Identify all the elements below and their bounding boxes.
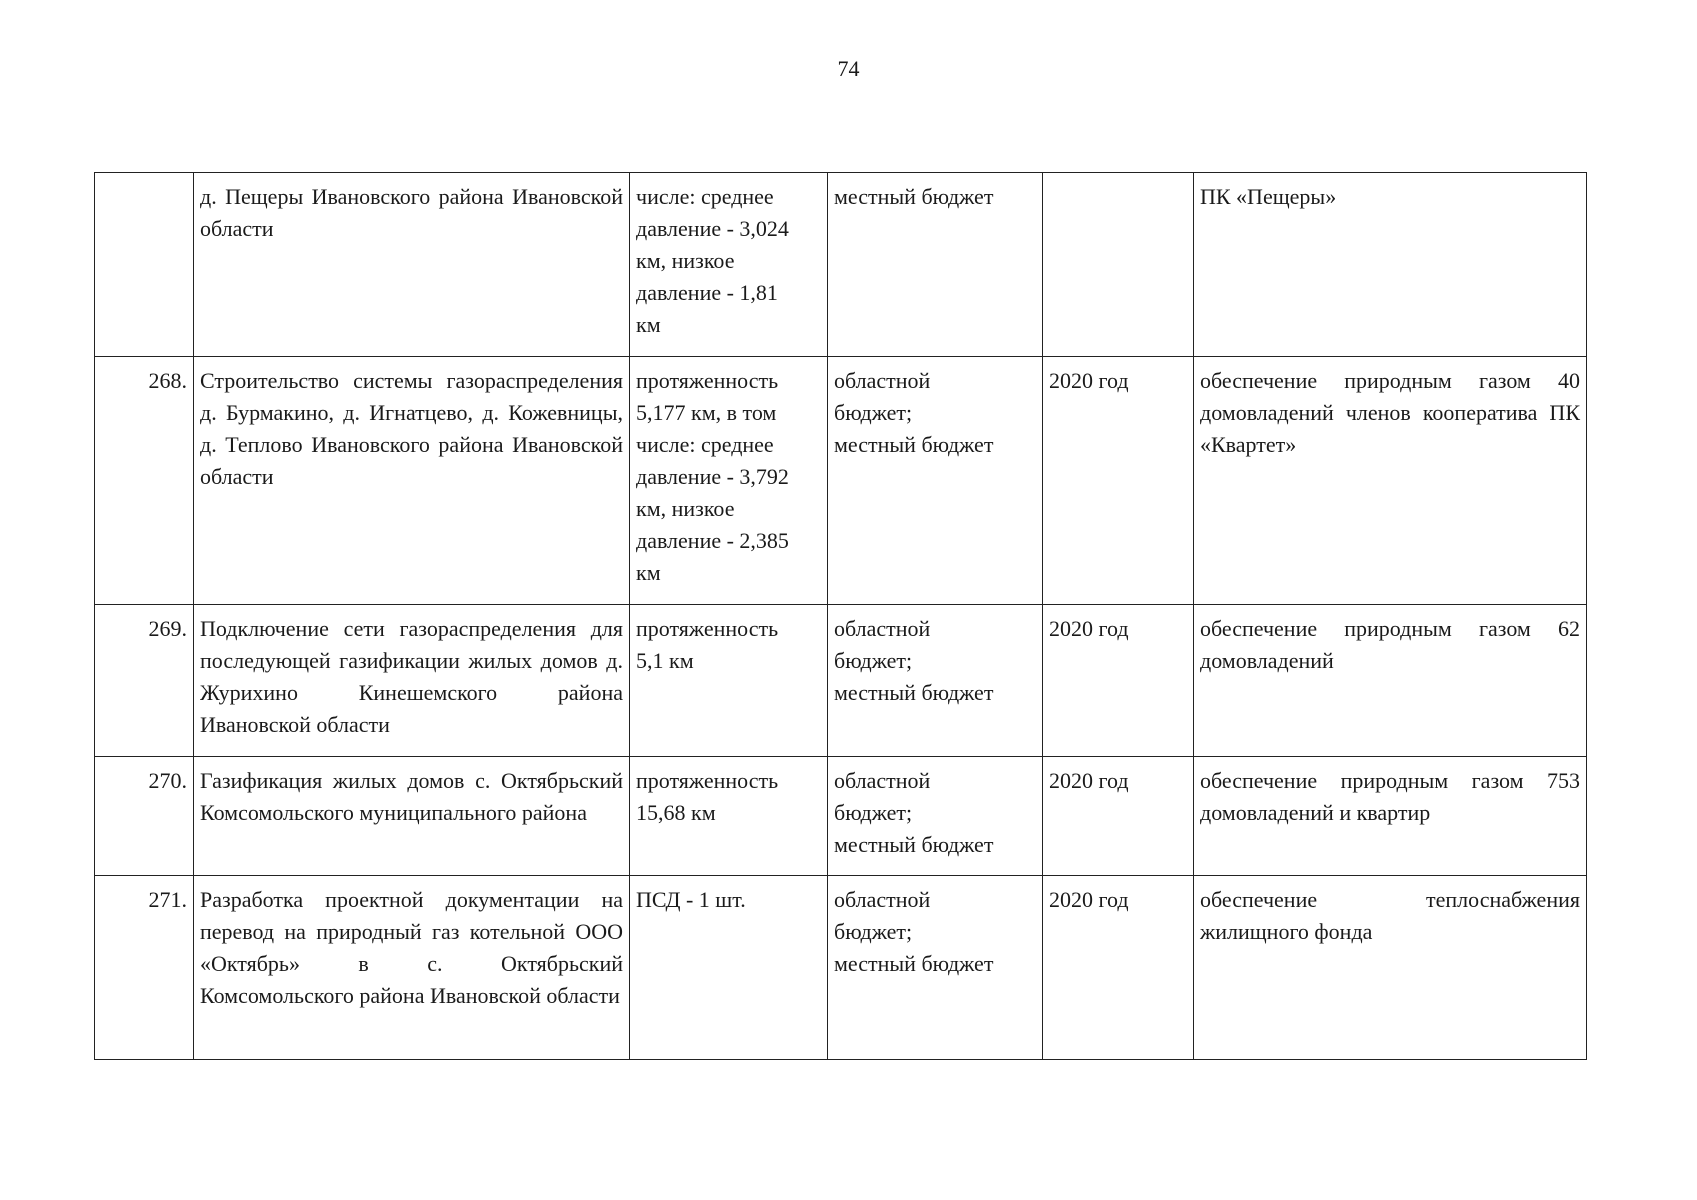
source-line: областной	[834, 768, 931, 793]
row-number: 268.	[95, 357, 194, 605]
row-number: 270.	[95, 757, 194, 876]
expected-result: обеспечение теплоснабжения жилищного фонда	[1194, 876, 1587, 1060]
scope-line: протяженность	[636, 368, 779, 393]
table-row	[95, 605, 1587, 757]
scope-line: 15,68 км	[636, 800, 716, 825]
scope-line: 5,1 км	[636, 648, 694, 673]
row-number: 269.	[95, 605, 194, 757]
scope-line: км, низкое	[636, 496, 735, 521]
scope-line: давление - 3,024	[636, 216, 789, 241]
source-line: бюджет;	[834, 648, 913, 673]
scope-line: давление - 1,81	[636, 280, 778, 305]
measure-name: д. Пещеры Ивановского района Ивановской области	[194, 173, 630, 357]
implementation-year: 2020 год	[1043, 357, 1194, 605]
page-number: 74	[837, 56, 860, 81]
funding-source	[828, 605, 1043, 757]
measure-scope	[630, 605, 828, 757]
expected-result: ПК «Пещеры»	[1194, 173, 1587, 357]
measure-scope	[630, 357, 828, 605]
scope-line: давление - 3,792	[636, 464, 789, 489]
row-number	[95, 173, 194, 357]
scope-line: 5,177 км, в том	[636, 400, 777, 425]
scope-line: протяженность	[636, 616, 779, 641]
scope-line: протяженность	[636, 768, 779, 793]
scope-line: км	[636, 560, 661, 585]
source-line: местный бюджет	[834, 184, 994, 209]
measure-name: Разработка проектной документации на перевод на природный газ котельной ООО «Октябрь» в с. Октябрьский Комсомольского района Ивановской области	[194, 876, 630, 1060]
scope-line: ПСД - 1 шт.	[636, 887, 746, 912]
measures-table	[94, 172, 1587, 1060]
table-row	[95, 757, 1587, 876]
scope-line: км, низкое	[636, 248, 735, 273]
expected-result: обеспечение природным газом 753 домовладений и квартир	[1194, 757, 1587, 876]
source-line: местный бюджет	[834, 432, 994, 457]
expected-result: обеспечение природным газом 62 домовладений	[1194, 605, 1587, 757]
funding-source	[828, 757, 1043, 876]
source-line: бюджет;	[834, 400, 913, 425]
source-line: бюджет;	[834, 919, 913, 944]
source-line: местный бюджет	[834, 951, 994, 976]
row-number: 271.	[95, 876, 194, 1060]
funding-source	[828, 357, 1043, 605]
implementation-year: 2020 год	[1043, 757, 1194, 876]
source-line: местный бюджет	[834, 680, 994, 705]
source-line: областной	[834, 887, 931, 912]
measure-scope	[630, 757, 828, 876]
funding-source	[828, 876, 1043, 1060]
scope-line: давление - 2,385	[636, 528, 789, 553]
table-row	[95, 173, 1587, 357]
measure-scope	[630, 173, 828, 357]
funding-source	[828, 173, 1043, 357]
implementation-year	[1043, 173, 1194, 357]
implementation-year: 2020 год	[1043, 876, 1194, 1060]
expected-result: обеспечение природным газом 40 домовладений членов кооператива ПК «Квартет»	[1194, 357, 1587, 605]
measure-name: Подключение сети газораспределения для последующей газификации жилых домов д. Журихино Кинешемского района Ивановской области	[194, 605, 630, 757]
implementation-year: 2020 год	[1043, 605, 1194, 757]
source-line: областной	[834, 616, 931, 641]
measure-scope	[630, 876, 828, 1060]
scope-line: числе: среднее	[636, 432, 774, 457]
scope-line: числе: среднее	[636, 184, 774, 209]
source-line: областной	[834, 368, 931, 393]
measure-name: Газификация жилых домов с. Октябрьский Комсомольского муниципального района	[194, 757, 630, 876]
table-row	[95, 357, 1587, 605]
table-row	[95, 876, 1587, 1060]
source-line: бюджет;	[834, 800, 913, 825]
source-line: местный бюджет	[834, 832, 994, 857]
scope-line: км	[636, 312, 661, 337]
measure-name: Строительство системы газораспределения д. Бурмакино, д. Игнатцево, д. Кожевницы, д. Теплово Ивановского района Ивановской области	[194, 357, 630, 605]
